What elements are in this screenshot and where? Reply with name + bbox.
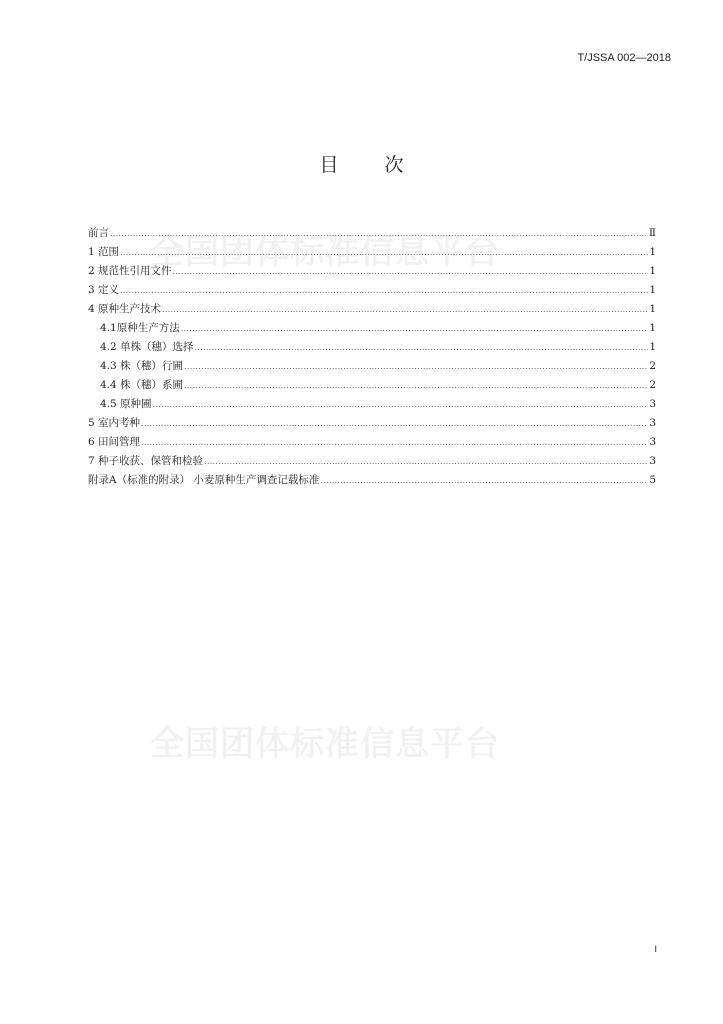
toc-entry-page: 1 xyxy=(649,265,656,277)
toc-entry-label: 7 种子收获、保管和检验 xyxy=(88,455,204,467)
toc-entry-label: 4.4 株（穗）系圃 xyxy=(100,379,184,391)
toc-leader-dots xyxy=(120,281,648,300)
toc-leader-dots xyxy=(110,224,648,243)
watermark: 全国团体标准信息平台 xyxy=(150,232,500,272)
toc-entry-page: 3 xyxy=(649,398,656,410)
toc-leader-dots xyxy=(173,262,649,281)
toc-leader-dots xyxy=(320,471,648,490)
toc-leader-dots xyxy=(153,395,649,414)
toc-entry-foreword[interactable] xyxy=(88,224,656,243)
toc-entry-page: 1 xyxy=(649,341,656,353)
toc-entry-label: 4.1原种生产方法 xyxy=(100,322,180,334)
toc-entry-field-management[interactable] xyxy=(88,433,656,452)
toc-entry-label: 5 室内考种 xyxy=(88,417,141,429)
toc-entry-label: 2 规范性引用文件 xyxy=(88,265,172,277)
toc-entry-4-4[interactable] xyxy=(88,376,656,395)
toc-entry-definitions[interactable] xyxy=(88,281,656,300)
toc-entry-4-3[interactable] xyxy=(88,357,656,376)
toc-entry-page: Ⅱ xyxy=(648,227,656,239)
toc-leader-dots xyxy=(162,300,648,319)
toc-title-char-1: 目 xyxy=(319,154,339,176)
toc-leader-dots xyxy=(184,357,648,376)
toc-entry-appendix-a[interactable] xyxy=(88,471,656,490)
table-of-contents xyxy=(88,224,656,490)
toc-entry-label: 4.3 株（穗）行圃 xyxy=(100,360,184,372)
toc-entry-page: 5 xyxy=(649,474,656,486)
toc-entry-4-1[interactable] xyxy=(88,319,656,338)
toc-leader-dots xyxy=(141,414,648,433)
toc-title-char-2: 次 xyxy=(384,154,404,176)
toc-entry-4-2[interactable] xyxy=(88,338,656,357)
toc-entry-indoor-examination[interactable] xyxy=(88,414,656,433)
toc-entry-label: 4 原种生产技术 xyxy=(88,303,162,315)
toc-entry-page: 1 xyxy=(649,284,656,296)
toc-entry-page: 1 xyxy=(649,303,656,315)
toc-leader-dots xyxy=(120,243,648,262)
toc-entry-page: 3 xyxy=(649,436,656,448)
toc-entry-page: 3 xyxy=(649,455,656,467)
toc-entry-label: 附录A（标准的附录） 小麦原种生产调查记载标准 xyxy=(88,474,320,486)
watermark: 全国团体标准信息平台 xyxy=(150,724,500,764)
toc-entry-label: 1 范围 xyxy=(88,246,120,258)
toc-entry-harvest-storage[interactable] xyxy=(88,452,656,471)
toc-entry-production-technology[interactable] xyxy=(88,300,656,319)
toc-entry-label: 6 田间管理 xyxy=(88,436,141,448)
toc-leader-dots xyxy=(181,319,649,338)
toc-entry-label: 前言 xyxy=(88,227,109,239)
toc-entry-page: 3 xyxy=(649,417,656,429)
page-number: I xyxy=(654,944,657,954)
toc-entry-label: 4.5 原种圃 xyxy=(100,398,152,410)
standard-code: T/JSSA 002—2018 xyxy=(577,52,671,64)
toc-entry-label: 4.2 单株（穗）选择 xyxy=(100,341,194,353)
toc-entry-label: 3 定义 xyxy=(88,284,120,296)
toc-leader-dots xyxy=(204,452,648,471)
toc-entry-normative-references[interactable] xyxy=(88,262,656,281)
toc-entry-page: 1 xyxy=(649,246,656,258)
toc-entry-page: 2 xyxy=(649,379,656,391)
toc-entry-scope[interactable] xyxy=(88,243,656,262)
toc-title xyxy=(0,150,723,177)
toc-entry-4-5[interactable] xyxy=(88,395,656,414)
toc-leader-dots xyxy=(184,376,648,395)
toc-entry-page: 2 xyxy=(649,360,656,372)
toc-entry-page: 1 xyxy=(649,322,656,334)
toc-leader-dots xyxy=(195,338,649,357)
toc-leader-dots xyxy=(141,433,648,452)
